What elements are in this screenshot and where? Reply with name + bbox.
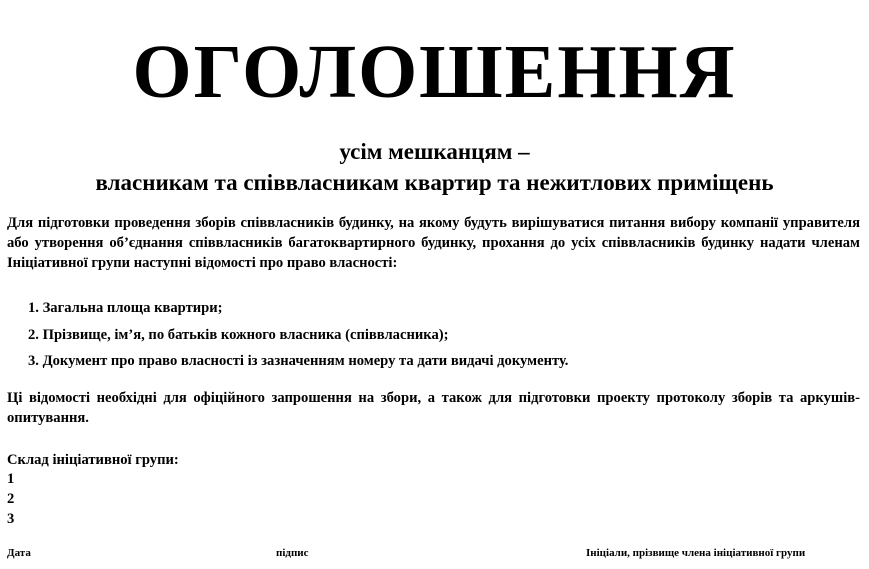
initials-label: Ініціали, прізвище члена ініціативної групи (586, 547, 806, 559)
member-number: 2 (7, 491, 15, 507)
intro-paragraph: Для підготовки проведення зборів співвласників будинку, на якому будуть вирішуватися питання вибору компанії управителя або утворення об’єднання співвласників багатоквартирного будинку, прохання до усіх співвласників будинку надати членам Ініціативної групи наступні відомості про право власності: (7, 215, 860, 271)
member-number: 3 (7, 511, 15, 527)
list-item: 2. Прізвище, ім’я, по батьків кожного власника (співвласника); (28, 326, 449, 343)
list-item: 1. Загальна площа квартири; (28, 300, 223, 316)
announcement-title: ОГОЛОШЕННЯ (132, 30, 737, 114)
note-paragraph: Ці відомості необхідні для офіційного запрошення на збори, а також для підготовки проекту протоколу зборів та аркушів-опитування. (7, 390, 860, 426)
signature-label: підпис (276, 547, 309, 559)
required-info-list (28, 295, 568, 375)
group-members-list (7, 469, 14, 529)
group-title: Склад ініціативної групи: (7, 452, 179, 468)
subtitle-line-2: власникам та співвласникам квартир та нежитлових приміщень (95, 170, 774, 195)
member-number: 1 (7, 471, 15, 487)
date-label: Дата (7, 547, 31, 559)
list-item: 3. Документ про право власності із зазначенням номеру та дати видачі документу. (28, 353, 569, 369)
subtitle-line-1: усім мешканцям – (339, 139, 530, 164)
